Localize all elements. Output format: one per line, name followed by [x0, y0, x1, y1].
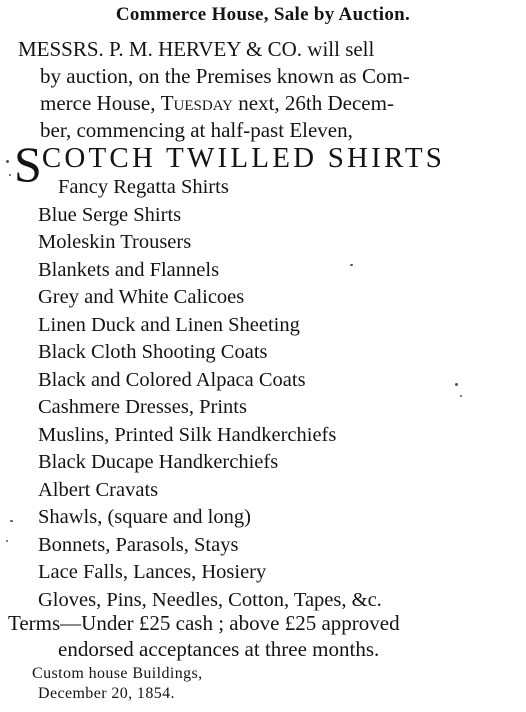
- terms-line-1: Terms—Under £25 cash ; above £25 approved: [8, 611, 400, 635]
- list-item: Gloves, Pins, Needles, Cotton, Tapes, &c.: [38, 588, 382, 611]
- goods-title-rest: COTCH TWILLED SHIRTS: [41, 142, 446, 174]
- advertisement-heading: Commerce House, Sale by Auction.: [115, 4, 411, 25]
- list-item: Black Cloth Shooting Coats: [38, 341, 268, 363]
- intro-paragraph: [18, 36, 524, 144]
- list-item: Albert Cravats: [38, 478, 159, 501]
- intro-line-3-start: merce House,: [40, 91, 161, 115]
- ink-speck: [10, 520, 13, 522]
- list-item: Cashmere Dresses, Prints: [38, 396, 247, 418]
- list-item: Linen Duck and Linen Sheeting: [38, 313, 300, 336]
- intro-line-3-end: next, 26th Decem-: [233, 91, 394, 115]
- list-item: Grey and White Calicoes: [38, 286, 245, 308]
- list-item: Lace Falls, Lances, Hosiery: [38, 561, 267, 583]
- terms-line-2: endorsed acceptances at three months.: [58, 637, 380, 661]
- ink-speck: [6, 160, 9, 163]
- ink-speck: [350, 264, 353, 266]
- intro-line-3: [18, 90, 524, 117]
- signoff-place: Custom house Buildings,: [32, 665, 203, 682]
- list-item: Fancy Regatta Shirts: [58, 176, 229, 198]
- signoff-date: December 20, 1854.: [38, 685, 175, 702]
- goods-list: [38, 174, 526, 614]
- sale-day: Tuesday: [160, 91, 233, 115]
- intro-line-1: MESSRS. P. M. HERVEY & CO. will sell: [18, 37, 375, 61]
- goods-title-initial: S: [14, 136, 42, 192]
- signoff: [32, 664, 203, 704]
- payment-terms: [8, 610, 526, 662]
- list-item: Muslins, Printed Silk Handkerchiefs: [38, 423, 337, 446]
- ink-speck: [6, 540, 8, 542]
- ink-speck: [9, 174, 11, 176]
- intro-line-4: ber, commencing at half-past Eleven,: [40, 118, 353, 142]
- intro-line-2: by auction, on the Premises known as Com-: [40, 64, 410, 88]
- list-item: Blue Serge Shirts: [38, 203, 182, 226]
- list-item: Blankets and Flannels: [38, 258, 220, 281]
- list-item: Black Ducape Handkerchiefs: [38, 451, 279, 473]
- ink-speck: [455, 383, 458, 386]
- list-item: Shawls, (square and long): [38, 506, 251, 528]
- list-item: Moleskin Trousers: [38, 231, 192, 253]
- list-item: Bonnets, Parasols, Stays: [38, 533, 239, 556]
- list-item: Black and Colored Alpaca Coats: [38, 368, 306, 391]
- ink-speck: [460, 395, 462, 397]
